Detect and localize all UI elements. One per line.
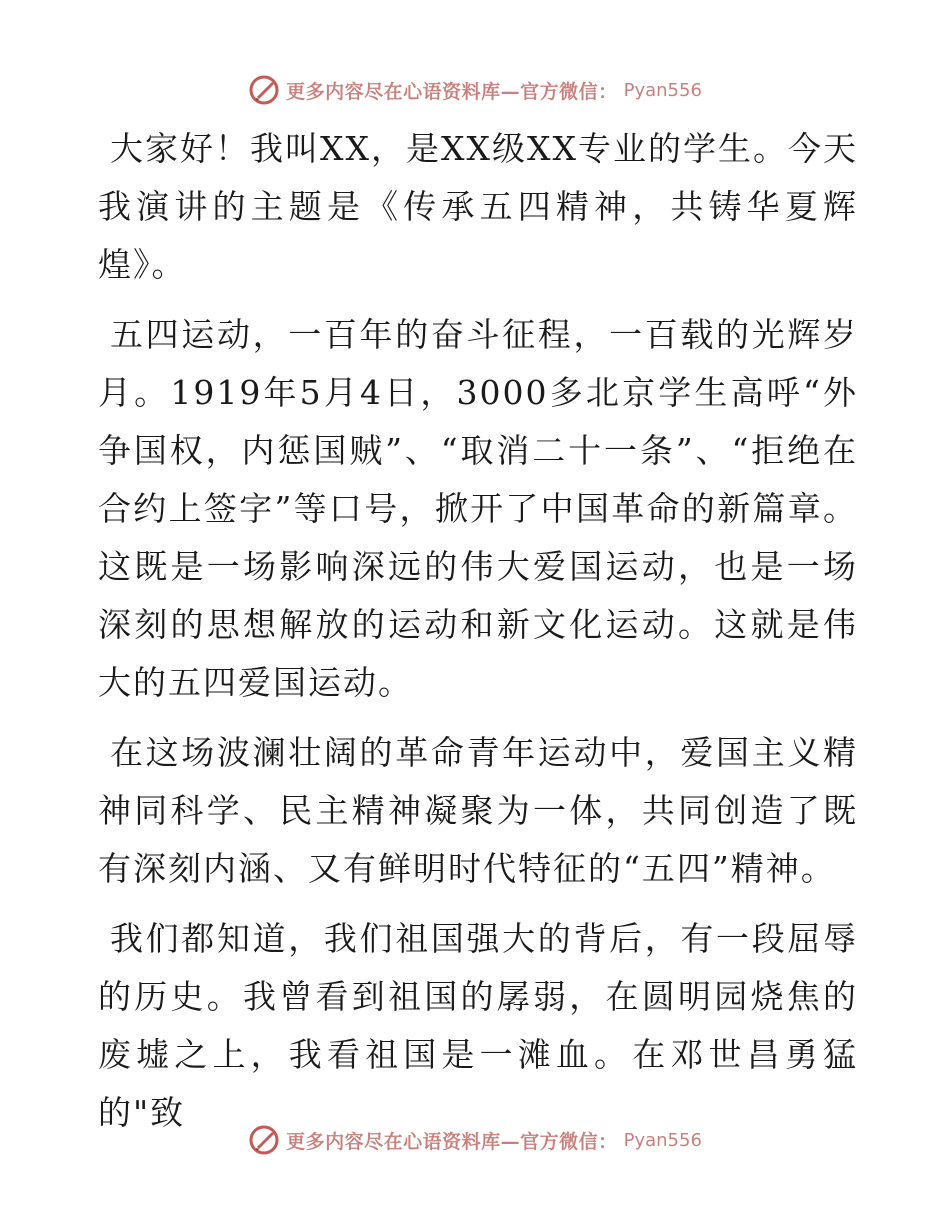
header-banner: [0, 70, 950, 110]
header-banner-wechat-id: Pyan556: [623, 79, 702, 101]
footer-banner-text: 更多内容尽在心语资料库—官方微信：: [286, 1130, 618, 1153]
paragraph-greeting: 大家好！我叫XX，是XX级XX专业的学生。今天我演讲的主题是《传承五四精神，共铸华夏辉煌》。: [98, 129, 858, 284]
paragraph-humiliation-history: 我们都知道，我们祖国强大的背后，有一段屈辱的历史。我曾看到祖国的孱弱，在圆明园烧焦的废墟之上，我看祖国是一滩血。在邓世昌勇猛的"致: [98, 919, 858, 1132]
footer-banner-wechat-id: Pyan556: [623, 1129, 702, 1151]
quill-logo-icon: [248, 74, 280, 106]
footer-banner: [0, 1120, 950, 1160]
paragraph-may-fourth-history: 五四运动，一百年的奋斗征程，一百载的光辉岁月。1919年5月4日，3000多北京学生高呼“外争国权，内惩国贼”、“取消二十一条”、“拒绝在合约上签字”等口号，掀开了中国革命的新篇章。这既是一场影响深远的伟大爱国运动，也是一场深刻的思想解放的运动和新文化运动。这就是伟大的五四爱国运动。: [98, 315, 858, 702]
quill-logo-icon: [248, 1124, 280, 1156]
header-banner-text: 更多内容尽在心语资料库—官方微信：: [286, 80, 618, 103]
paragraph-may-fourth-spirit: 在这场波澜壮阔的革命青年运动中，爱国主义精神同科学、民主精神凝聚为一体，共同创造了既有深刻内涵、又有鲜明时代特征的“五四”精神。: [98, 733, 858, 888]
document-body: [98, 120, 858, 1154]
